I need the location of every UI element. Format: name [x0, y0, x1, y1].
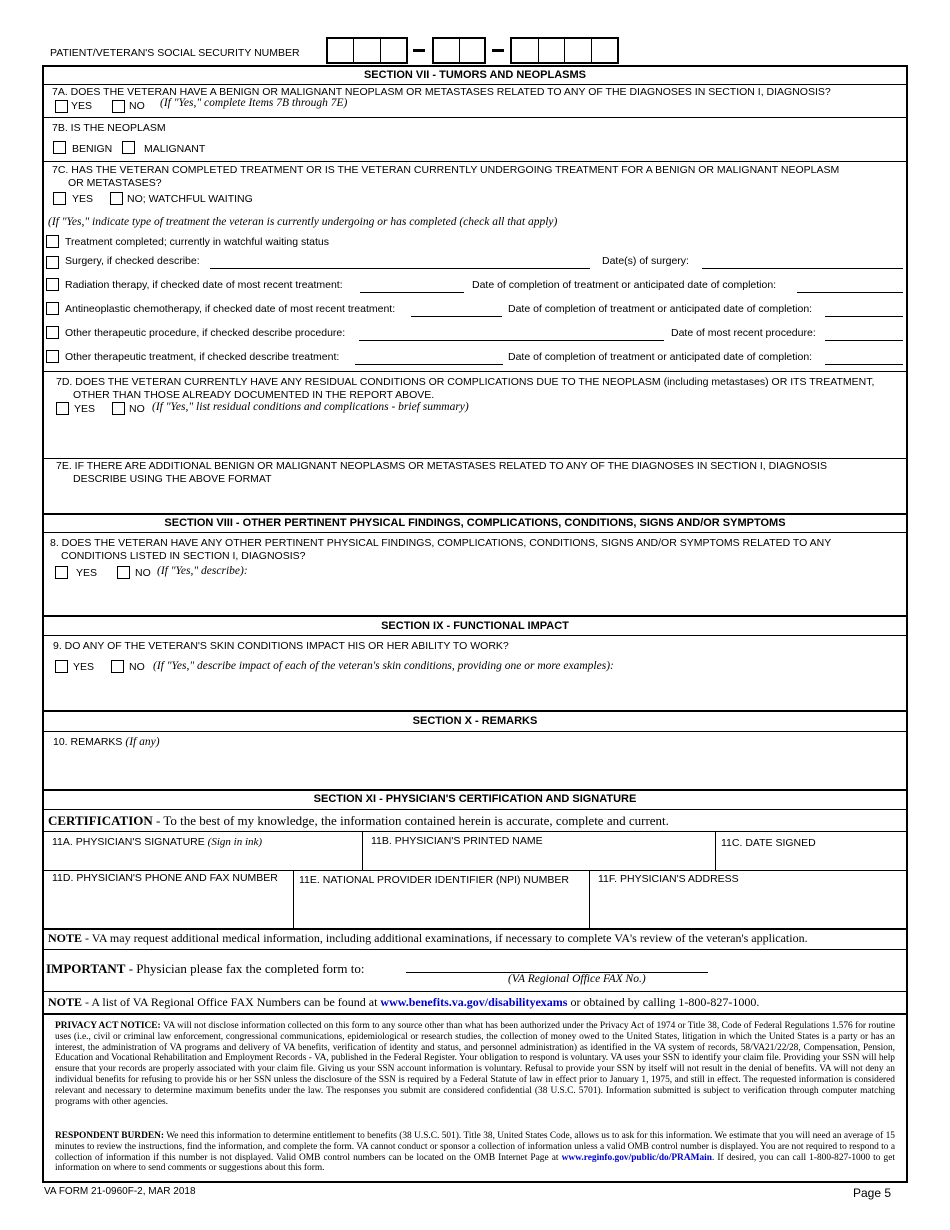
page-number: Page 5 — [853, 1186, 892, 1200]
q7d-yes-label: YES — [74, 403, 96, 415]
q7c-yes-checkbox[interactable] — [53, 192, 66, 205]
q7a-no-label: NO — [129, 100, 145, 112]
surgery-date-label: Date(s) of surgery: — [602, 255, 689, 267]
section-9-title: SECTION IX - FUNCTIONAL IMPACT — [381, 620, 569, 632]
q8-hint: (If "Yes," describe): — [157, 565, 248, 577]
note2-bold: NOTE — [48, 995, 83, 1009]
surgery-checkbox[interactable] — [46, 256, 59, 269]
q7d-no-checkbox[interactable] — [112, 402, 125, 415]
note-fax-list — [48, 995, 759, 1010]
treatment-hint: (If "Yes," indicate type of treatment the veteran is currently undergoing or has completed (check all that apply) — [48, 216, 558, 228]
q7d-label-line1: 7D. DOES THE VETERAN CURRENTLY HAVE ANY RESIDUAL CONDITIONS OR COMPLICATIONS DUE TO THE NEOPLASM (including metastases) OR ITS TREATMENT, — [56, 376, 875, 388]
radiation-completion-label: Date of completion of treatment or anticipated date of completion: — [472, 279, 777, 291]
note2-text-a: - A list of VA Regional Office FAX Numbers can be found at — [85, 995, 378, 1009]
q7b-benign-checkbox[interactable] — [53, 141, 66, 154]
form-number: VA FORM 21-0960F-2, MAR 2018 — [44, 1186, 196, 1197]
remarks-area[interactable] — [44, 752, 906, 788]
q7e-answer-area[interactable] — [44, 486, 906, 512]
certification-bold: CERTIFICATION — [48, 813, 153, 828]
other-procedure-date-label: Date of most recent procedure: — [671, 327, 816, 339]
q7b-malignant-checkbox[interactable] — [122, 141, 135, 154]
other-procedure-checkbox[interactable] — [46, 326, 59, 339]
certification-text: - To the best of my knowledge, the information contained herein is accurate, complete and current. — [156, 813, 669, 828]
chemotherapy-date-field[interactable] — [411, 316, 502, 317]
q10-label — [53, 736, 160, 748]
q7a-yes-checkbox[interactable] — [55, 100, 68, 113]
other-treatment-completion-field[interactable] — [825, 364, 903, 365]
q8-no-label: NO — [135, 567, 151, 579]
q9-yes-checkbox[interactable] — [55, 660, 68, 673]
section-8-title: SECTION VIII - OTHER PERTINENT PHYSICAL FINDINGS, COMPLICATIONS, CONDITIONS, SIGNS AND/OR SYMPTOMS — [164, 517, 786, 529]
f11f-label: 11F. PHYSICIAN'S ADDRESS — [598, 873, 739, 885]
surgery-label: Surgery, if checked describe: — [65, 255, 200, 267]
radiation-date-field[interactable] — [360, 292, 464, 293]
q8-label-line1: 8. DOES THE VETERAN HAVE ANY OTHER PERTINENT PHYSICAL FINDINGS, COMPLICATIONS, CONDITIONS, SIGNS AND/OR SYMPTOMS RELATED TO ANY — [50, 537, 832, 549]
section-11-title: SECTION XI - PHYSICIAN'S CERTIFICATION AND SIGNATURE — [313, 793, 637, 805]
important-fax — [46, 961, 364, 977]
ssn-part-1[interactable] — [326, 37, 408, 64]
note1-bold: NOTE — [48, 931, 83, 945]
q10-hint: (If any) — [125, 736, 160, 748]
pra-main-link[interactable]: www.reginfo.gov/public/do/PRAMain — [561, 1152, 712, 1163]
q7a-label: 7A. DOES THE VETERAN HAVE A BENIGN OR MALIGNANT NEOPLASM OR METASTASES RELATED TO ANY OF THE DIAGNOSES IN SECTION I, DIAGNOSIS? — [52, 86, 831, 98]
f11a-text: 11A. PHYSICIAN'S SIGNATURE — [52, 836, 205, 848]
q9-answer-area[interactable] — [44, 677, 906, 709]
respondent-burden — [55, 1131, 895, 1174]
q7d-yes-checkbox[interactable] — [56, 402, 69, 415]
other-treatment-field[interactable] — [355, 364, 503, 365]
q9-hint: (If "Yes," describe impact of each of the veteran's skin conditions, providing one or more examples): — [153, 660, 614, 672]
other-treatment-checkbox[interactable] — [46, 350, 59, 363]
fax-caption: (VA Regional Office FAX No.) — [508, 973, 646, 985]
q8-no-checkbox[interactable] — [117, 566, 130, 579]
ssn-part-3[interactable] — [510, 37, 619, 64]
q7b-benign-label: BENIGN — [72, 143, 113, 155]
q7a-yes-label: YES — [71, 100, 93, 112]
burden-text-2: . If desired, you can call 1-800-827-1000 to get information on where to send comments or suggestions about this form. — [55, 1152, 895, 1174]
q8-answer-area[interactable] — [44, 580, 906, 614]
f11a-label — [52, 836, 262, 848]
ssn-part-2[interactable] — [432, 37, 486, 64]
disability-exams-link[interactable]: www.benefits.va.gov/disabilityexams — [380, 995, 568, 1009]
chemotherapy-completion-field[interactable] — [825, 316, 903, 317]
surgery-description-field[interactable] — [210, 268, 590, 269]
chemotherapy-completion-label: Date of completion of treatment or anticipated date of completion: — [508, 303, 813, 315]
q7e-label-line1: 7E. IF THERE ARE ADDITIONAL BENIGN OR MALIGNANT NEOPLASMS OR METASTASES RELATED TO ANY OF THE DIAGNOSES IN SECTION I, DIAGNOSIS — [56, 460, 827, 472]
ssn-label: PATIENT/VETERAN'S SOCIAL SECURITY NUMBER — [50, 47, 300, 59]
important-bold: IMPORTANT — [46, 961, 126, 976]
q7d-no-label: NO — [129, 403, 145, 415]
q7c-label-line2: OR METASTASES? — [68, 177, 162, 189]
privacy-text: VA will not disclose information collected on this form to any source other than what has been authorized under the Privacy Act of 1974 or Title 38, Code of Federal Regulations 1.576 for routine uses (i.e., civil or criminal law enforcement, congressional communications, epidemiological or research studies, the collection of money owed to the United States, litigation in which the United States is a party or has an interest, the administration of VA programs and delivery of VA benefits, verification of identity and status, and personnel administration) as identified in the VA system of records, 58/VA21/22/28, Compensation, Pension, Education and Vocational Rehabilitation and Employment Records - VA, published in the Federal Register. Your obligation to respond is voluntary. VA uses your SSN to identify your claim file. Providing your SSN will help ensure that your records are properly associated with your claim file. Giving us your SSN account information is voluntary. Refusal to provide your SSN by itself will not result in the denial of benefits. VA will not deny an individual benefits for refusing to provide his or her SSN unless the disclosure of the SSN is required by a Federal Statute of law in effect prior to January 1, 1975, and still in effect. The requested information is considered relevant and necessary to determine maximum benefits under the law. The responses you submit are considered confidential (38 U.S.C. 5701). Information submitted is subject to verification through computer matching programs with other agencies. — [55, 1021, 895, 1107]
note2-text-b: or obtained by calling 1-800-827-1000. — [570, 995, 760, 1009]
q8-yes-checkbox[interactable] — [55, 566, 68, 579]
q8-yes-label: YES — [76, 567, 98, 579]
q7b-label: 7B. IS THE NEOPLASM — [52, 122, 166, 134]
radiation-checkbox[interactable] — [46, 278, 59, 291]
note-additional-info — [48, 931, 808, 946]
burden-bold: RESPONDENT BURDEN: — [55, 1131, 164, 1141]
important-text: - Physician please fax the completed form to: — [128, 961, 365, 976]
q9-no-label: NO — [129, 661, 145, 673]
treatment-completed-checkbox[interactable] — [46, 235, 59, 248]
q7c-no-label: NO; WATCHFUL WAITING — [127, 193, 253, 205]
note1-text: - VA may request additional medical information, including additional examinations, if necessary to complete VA's review of the veteran's application. — [85, 931, 808, 945]
section-7-title: SECTION VII - TUMORS AND NEOPLASMS — [363, 69, 587, 81]
q7c-label-line1: 7C. HAS THE VETERAN COMPLETED TREATMENT OR IS THE VETERAN CURRENTLY UNDERGOING TREATMENT FOR A BENIGN OR MALIGNANT NEOPLASM — [52, 164, 840, 176]
radiation-completion-field[interactable] — [797, 292, 903, 293]
other-procedure-label: Other therapeutic procedure, if checked describe procedure: — [65, 327, 346, 339]
q7d-answer-area[interactable] — [44, 417, 906, 457]
treatment-completed-label: Treatment completed; currently in watchful waiting status — [65, 236, 329, 248]
chemotherapy-checkbox[interactable] — [46, 302, 59, 315]
q7a-no-checkbox[interactable] — [112, 100, 125, 113]
other-treatment-label: Other therapeutic treatment, if checked describe treatment: — [65, 351, 340, 363]
f11c-label: 11C. DATE SIGNED — [721, 837, 816, 849]
privacy-bold: PRIVACY ACT NOTICE: — [55, 1021, 161, 1031]
radiation-label: Radiation therapy, if checked date of most recent treatment: — [65, 279, 343, 291]
q7c-yes-label: YES — [72, 193, 94, 205]
q8-label-line2: CONDITIONS LISTED IN SECTION I, DIAGNOSIS? — [61, 550, 306, 562]
q7e-label-line2: DESCRIBE USING THE ABOVE FORMAT — [73, 473, 272, 485]
q9-no-checkbox[interactable] — [111, 660, 124, 673]
f11d-label: 11D. PHYSICIAN'S PHONE AND FAX NUMBER — [52, 872, 278, 884]
q9-label: 9. DO ANY OF THE VETERAN'S SKIN CONDITIONS IMPACT HIS OR HER ABILITY TO WORK? — [53, 640, 509, 652]
privacy-act-notice — [55, 1021, 895, 1107]
other-treatment-completion-label: Date of completion of treatment or anticipated date of completion: — [508, 351, 813, 363]
f11e-label: 11E. NATIONAL PROVIDER IDENTIFIER (NPI) NUMBER — [299, 874, 569, 886]
ssn-dash — [492, 49, 504, 52]
f11b-label: 11B. PHYSICIAN'S PRINTED NAME — [371, 835, 543, 847]
q7d-label-line2: OTHER THAN THOSE ALREADY DOCUMENTED IN THE REPORT ABOVE. — [73, 389, 435, 401]
q10-label-text: 10. REMARKS — [53, 736, 123, 748]
ssn-dash — [413, 49, 425, 52]
other-procedure-field[interactable] — [359, 340, 664, 341]
q7c-no-checkbox[interactable] — [110, 192, 123, 205]
other-procedure-date-field[interactable] — [825, 340, 903, 341]
q7d-hint: (If "Yes," list residual conditions and complications - brief summary) — [152, 401, 469, 413]
q7b-malignant-label: MALIGNANT — [144, 143, 206, 155]
certification-statement — [48, 813, 669, 829]
f11a-hint: (Sign in ink) — [207, 836, 263, 848]
q9-yes-label: YES — [73, 661, 95, 673]
q7a-hint: (If "Yes," complete Items 7B through 7E) — [160, 97, 348, 109]
section-10-title: SECTION X - REMARKS — [412, 715, 538, 727]
burden-text: We need this information to determine entitlement to benefits (38 U.S.C. 501). Title 38, United States Code, allows us to ask for this information. We estimate that you will need an average of 15 minutes to review the instructions, find the information, and complete the form. VA cannot conduct or sponsor a collection of information unless a valid OMB control number is displayed. You are not required to respond to a collection of information if this number is not displayed. Valid OMB control numbers can be located on the OMB Internet Page at — [55, 1131, 895, 1163]
chemotherapy-label: Antineoplastic chemotherapy, if checked date of most recent treatment: — [65, 303, 396, 315]
surgery-date-field[interactable] — [702, 268, 903, 269]
